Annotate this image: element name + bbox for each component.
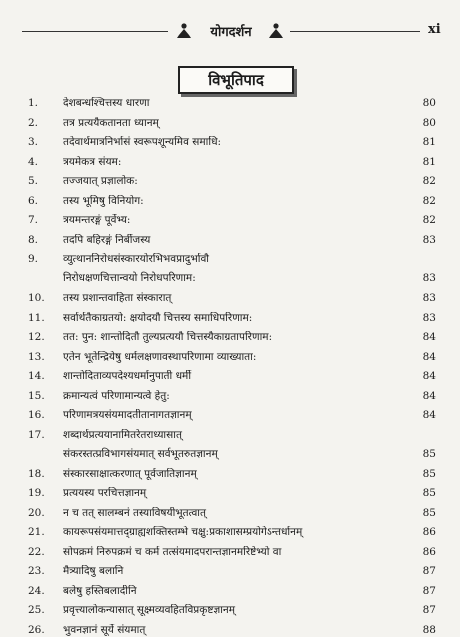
entry-number: 2. (28, 116, 39, 129)
entry-number: 11. (28, 311, 45, 324)
section-heading (178, 66, 294, 94)
entry-text (63, 351, 405, 364)
entry-number: 17. (28, 428, 45, 441)
entry-page: 83 (422, 311, 436, 324)
entry-number: 26. (28, 623, 45, 636)
entry-page: 86 (422, 526, 436, 538)
entry-text (63, 195, 405, 208)
entry-text-line: संकरस्तत्प्रविभागसंयमात् सर्वभूतरुतज्ञानम् (63, 447, 218, 460)
entry-page: 85 (422, 447, 436, 460)
entry-page: 83 (422, 272, 436, 284)
entry-text-line: परिणामत्रयसंयमादतीतानागतज्ञानम् (63, 409, 192, 421)
entry-page: 88 (422, 623, 436, 636)
entry-text-line: शान्तोदिताव्यपदेश्यधर्मानुपाती धर्मी (63, 370, 192, 382)
entry-text-line: क्रमान्यत्वं परिणामान्यत्वे हेतु: (63, 389, 170, 402)
entry-page: 84 (422, 409, 436, 421)
entry-number: 5. (28, 175, 39, 187)
entry-page: 84 (422, 350, 436, 363)
section-title: विभूतिपाद (208, 71, 264, 89)
entry-page: 80 (422, 97, 436, 109)
entry-number: 19. (28, 487, 45, 499)
entry-number: 7. (28, 214, 39, 226)
entry-number: 4. (28, 155, 39, 168)
entry-text (63, 234, 405, 247)
entry-text (63, 292, 405, 305)
entry-number: 3. (28, 136, 39, 148)
entry-text (63, 409, 405, 422)
entry-number: 16. (28, 409, 45, 421)
entry-text (63, 97, 405, 110)
entry-text-line: संस्कारसाक्षात्करणात् पूर्वजातिज्ञानम् (63, 467, 197, 480)
entry-text-line: प्रत्ययस्य परचित्तज्ञानम् (63, 487, 147, 499)
entry-text-line: त्रयमेकत्र संयम: (63, 155, 122, 168)
entry-page: 87 (422, 565, 436, 577)
entry-text-line: तदेवार्थमात्रनिर्भासं स्वरूपशून्यमिव समाधि: (63, 136, 222, 148)
entry-text-line: तत्र प्रत्ययैकतानता ध्यानम् (63, 116, 159, 129)
entry-text-line: प्रवृत्त्यालोकन्यासात् सूक्ष्मव्यवहितविप्रकृष्टज्ञानम् (63, 604, 236, 616)
entry-number: 12. (28, 331, 45, 343)
entry-page: 86 (422, 545, 436, 558)
entry-text-line: तस्य भूमिषु विनियोग: (63, 194, 144, 207)
entry-text-line: निरोधक्षणचित्तान्वयो निरोधपरिणाम: (63, 272, 196, 284)
entry-number: 10. (28, 292, 45, 304)
header-rule-left (22, 31, 168, 32)
entry-number: 8. (28, 233, 39, 246)
entry-number: 21. (28, 526, 45, 538)
entry-number: 23. (28, 565, 45, 577)
entry-page: 85 (422, 467, 436, 480)
entry-text (63, 331, 405, 344)
entry-page: 81 (422, 136, 436, 148)
entry-page: 80 (422, 116, 436, 129)
entry-text (63, 253, 405, 285)
entry-text-line: तस्य प्रशान्तवाहिता संस्कारात् (63, 292, 172, 304)
entry-text (63, 624, 405, 637)
header-rule-right (290, 31, 420, 32)
entry-page: 84 (422, 389, 436, 402)
entry-text (63, 565, 405, 578)
entry-text (63, 117, 405, 130)
entry-text (63, 312, 405, 325)
entry-text (63, 429, 405, 461)
entry-page: 87 (422, 584, 436, 597)
entry-number: 18. (28, 467, 45, 480)
entry-text (63, 585, 405, 598)
entry-page: 82 (422, 175, 436, 187)
meditating-figure-icon (268, 22, 284, 40)
entry-number: 13. (28, 350, 45, 363)
entry-text (63, 507, 405, 520)
entry-page: 87 (422, 604, 436, 616)
entry-text (63, 526, 405, 539)
entry-page: 84 (422, 331, 436, 343)
entry-text-line: बलेषु हस्तिबलादीनि (63, 584, 137, 597)
entry-page: 82 (422, 214, 436, 226)
entry-number: 25. (28, 604, 45, 616)
entry-text (63, 156, 405, 169)
entry-page: 81 (422, 155, 436, 168)
entry-number: 20. (28, 506, 45, 519)
entry-text-line: एतेन भूतेन्द्रियेषु धर्मलक्षणावस्थापरिणामा व्याख्याता: (63, 350, 257, 363)
running-header (0, 20, 460, 44)
page-number: xi (428, 22, 441, 37)
entry-text (63, 487, 405, 500)
entry-number: 1. (28, 97, 39, 109)
entry-page: 83 (422, 292, 436, 304)
entry-text (63, 370, 405, 383)
entry-text-line: व्युत्थाननिरोधसंस्कारयोरभिभवप्रादुर्भावौ (63, 253, 210, 265)
entry-number: 22. (28, 545, 45, 558)
entry-text-line: भुवनज्ञानं सूर्ये संयमात् (63, 623, 146, 636)
entry-text (63, 604, 405, 617)
entry-text-line: तदपि बहिरङ्गं निर्बीजस्य (63, 233, 151, 246)
entry-text-line: तज्जयात् प्रज्ञालोक: (63, 175, 138, 187)
entry-text (63, 390, 405, 403)
entry-number: 15. (28, 389, 45, 402)
entry-text (63, 214, 405, 227)
entry-text (63, 546, 405, 559)
entry-text-line: देशबन्धश्चित्तस्य धारणा (63, 97, 150, 109)
header-title: योगदर्शन (210, 25, 252, 40)
entry-page: 84 (422, 370, 436, 382)
entry-text-line: सर्वार्थतैकाग्रतयो: क्षयोदयौ चित्तस्य समाधिपरिणाम: (63, 311, 253, 324)
entry-text-line: कायरूपसंयमात्तद्ग्राह्यशक्तिस्तम्भे चक्षु:प्रकाशासम्प्रयोगेऽन्तर्धानम् (63, 526, 303, 538)
meditating-figure-icon (176, 22, 192, 40)
entry-page: 85 (422, 487, 436, 499)
entry-text (63, 136, 405, 149)
entry-number: 24. (28, 584, 45, 597)
entry-text-line: सोपक्रमं निरुपक्रमं च कर्म तत्संयमादपरान्तज्ञानमरिष्टेभ्यो वा (63, 545, 282, 558)
entry-text (63, 468, 405, 481)
entry-number: 6. (28, 194, 39, 207)
entry-text-line: शब्दार्थप्रत्ययानामितरेतराध्यासात् (63, 428, 182, 441)
entry-page: 85 (422, 506, 436, 519)
entry-number: 9. (28, 253, 39, 265)
entry-text-line: न च तत् सालम्बनं तस्याविषयीभूतत्वात् (63, 506, 206, 519)
entry-text-line: त्रयमन्तरङ्गं पूर्वेभ्य: (63, 214, 131, 226)
entry-page: 83 (422, 233, 436, 246)
entry-number: 14. (28, 370, 45, 382)
entry-text-line: मैत्र्यादिषु बलानि (63, 565, 124, 577)
entry-text-line: तत: पुन: शान्तोदितौ तुल्यप्रत्ययौ चित्तस्यैकाग्रतापरिणाम: (63, 331, 273, 343)
entry-page: 82 (422, 194, 436, 207)
entry-text (63, 175, 405, 188)
